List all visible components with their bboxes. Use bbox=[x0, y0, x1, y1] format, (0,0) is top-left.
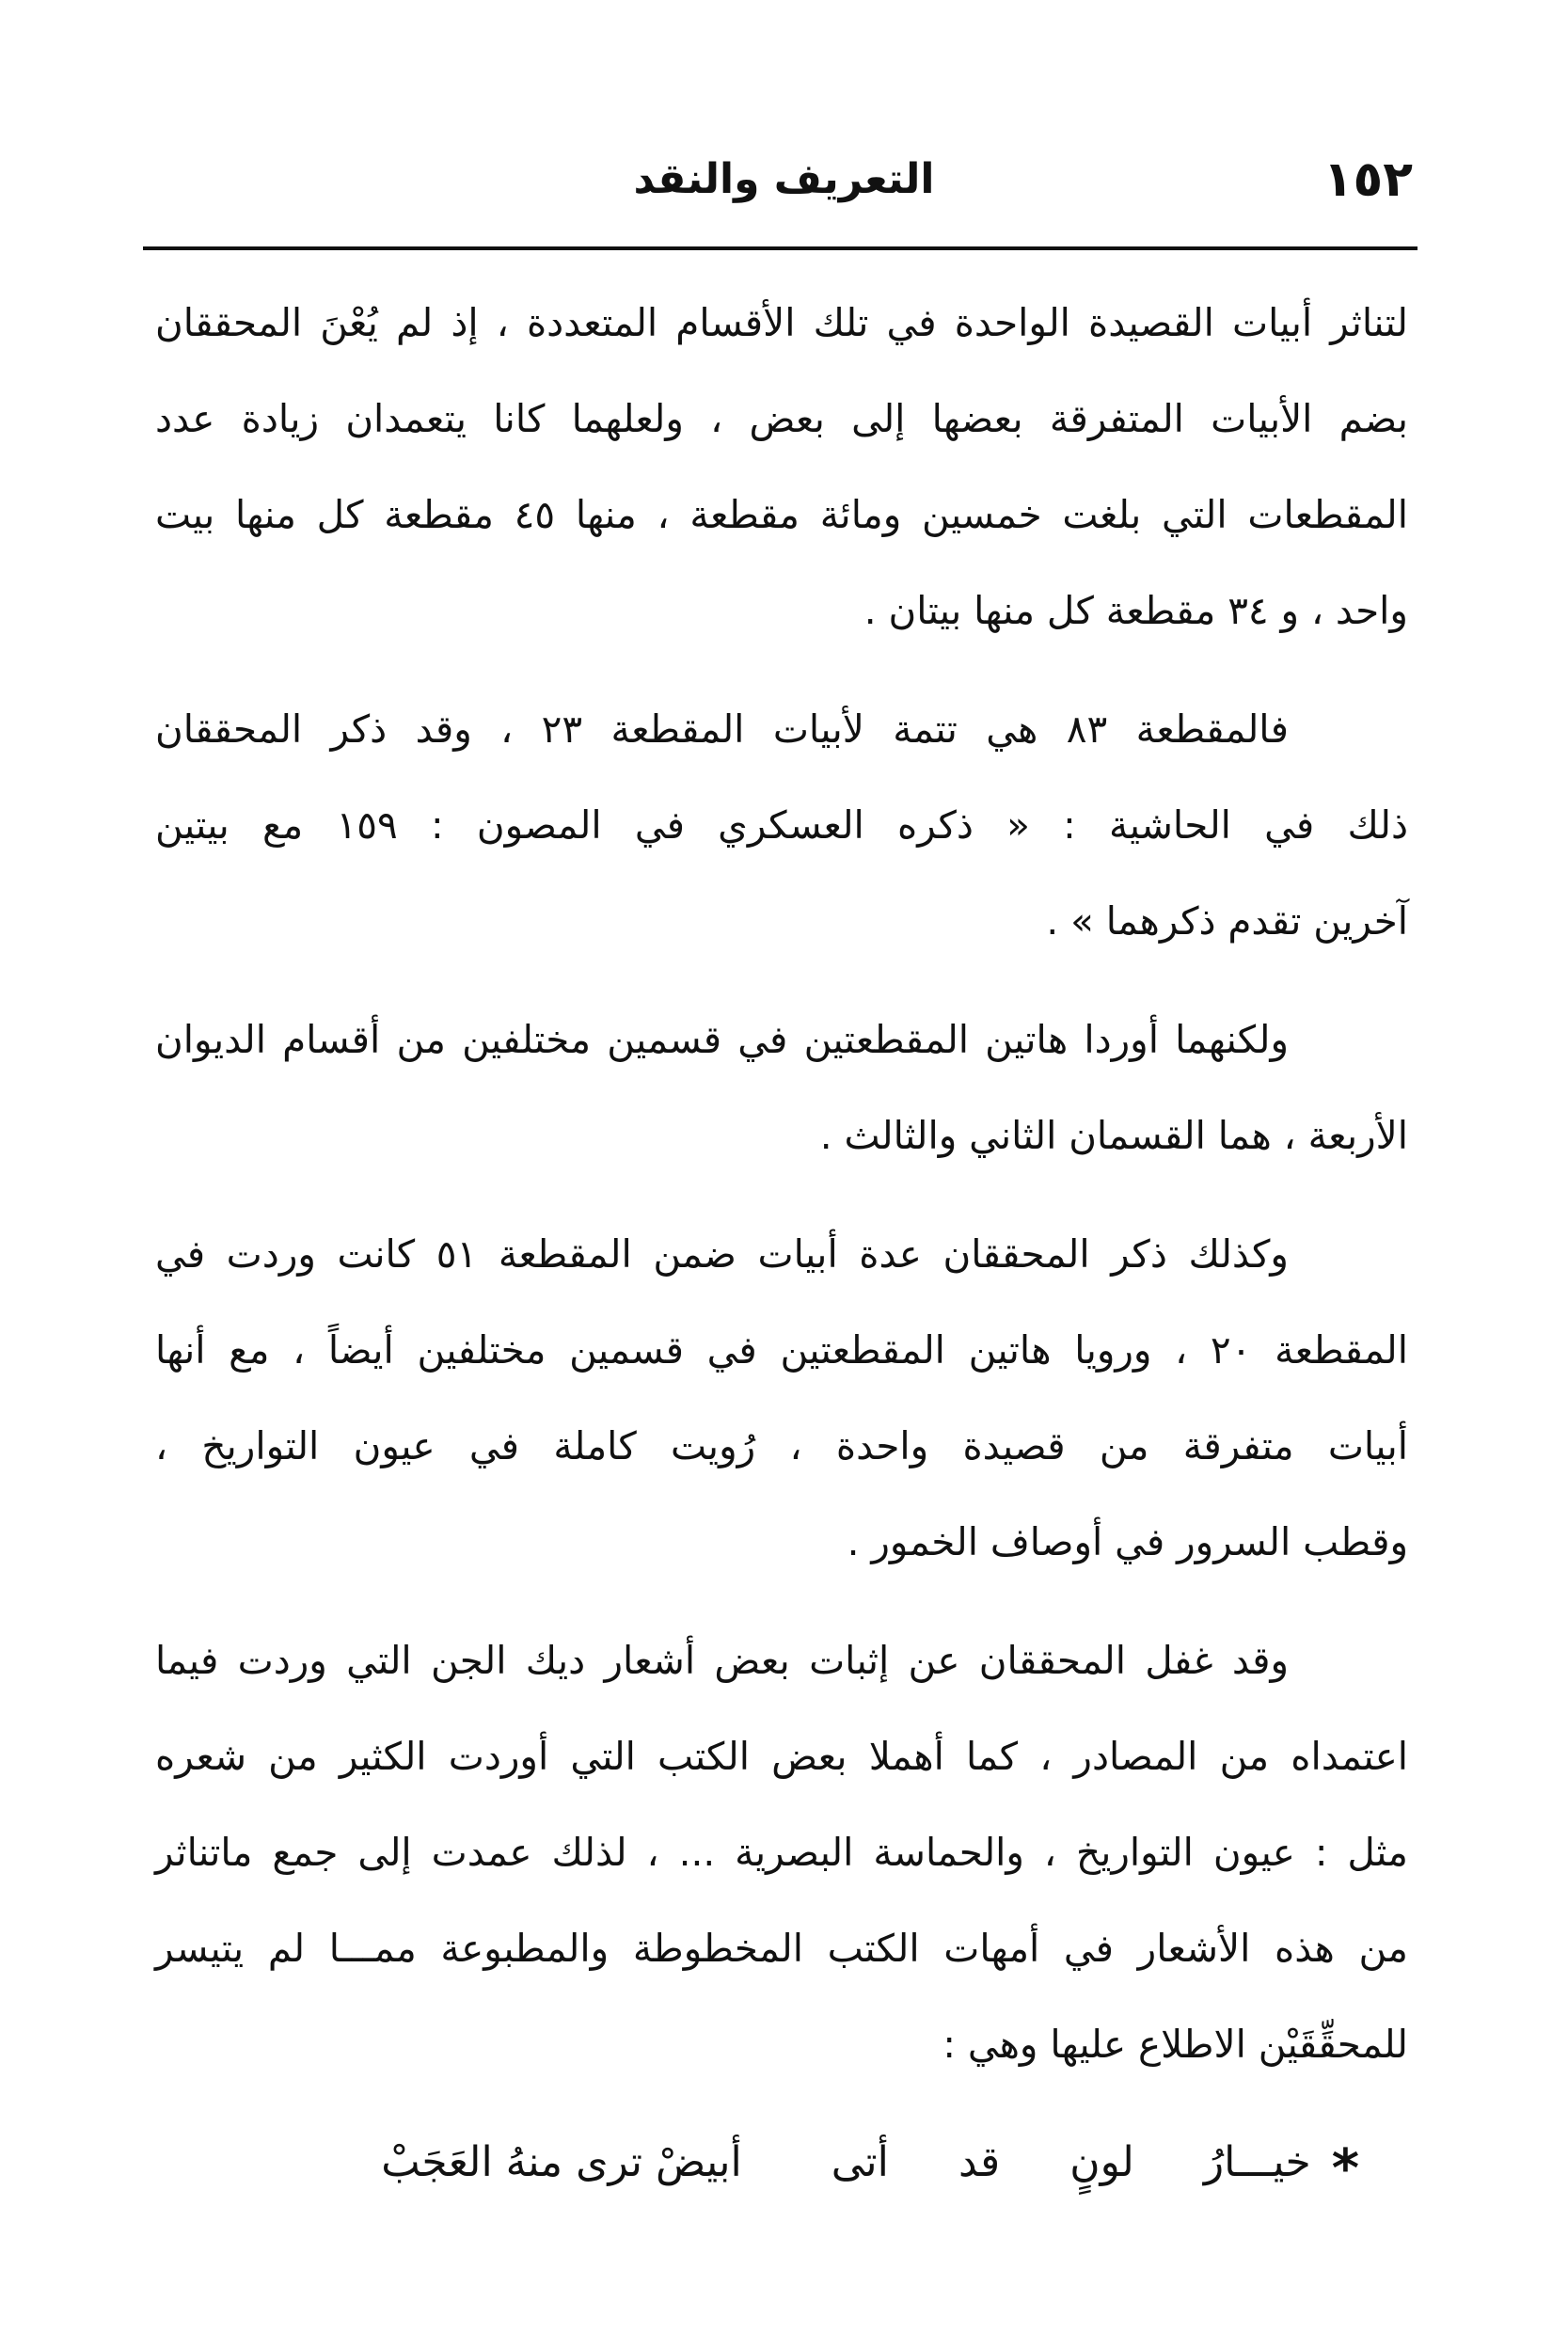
text-line: أبيات متفرقة من قصيدة واحدة ، رُويت كاملة في عيون التواريخ ، bbox=[155, 1423, 1408, 1468]
text-line: وقد غفل المحققان عن إثبات بعض أشعار ديك الجن التي وردت فيما bbox=[155, 1638, 1289, 1683]
text-line: بضم الأبيات المتفرقة بعضها إلى بعض ، ولعلهما كانا يتعمدان زيادة عدد bbox=[155, 396, 1408, 441]
text-line: لتناثر أبيات القصيدة الواحدة في تلك الأقسام المتعددة ، إذ لم يُعْنَ المحققان bbox=[155, 300, 1408, 345]
body-text bbox=[155, 275, 1408, 2115]
paragraph bbox=[155, 992, 1408, 1183]
text-line: واحد ، و ٣٤ مقطعة كل منها بيتان . bbox=[863, 588, 1408, 633]
text-line: وكذلك ذكر المحققان عدة أبيات ضمن المقطعة ٥١ كانت وردت في bbox=[155, 1231, 1289, 1277]
text-line: مثل : عيون التواريخ ، والحماسة البصرية ... ، لذلك عمدت إلى جمع ماتناثر bbox=[155, 1830, 1408, 1875]
text-line: ذلك في الحاشية : « ذكره العسكري في المصون : ١٥٩ مع بيتين bbox=[155, 802, 1408, 848]
text-line: من هذه الأشعار في أمهات الكتب المخطوطة والمطبوعة ممـــا لم يتيسر bbox=[155, 1926, 1408, 1971]
page-number: ١٥٢ bbox=[1323, 151, 1413, 208]
verse-line bbox=[381, 2115, 1359, 2211]
verse-marker: * bbox=[1331, 2138, 1359, 2199]
paragraph bbox=[155, 275, 1408, 659]
text-line: المقطعة ٢٠ ، ورويا هاتين المقطعتين في قسمين مختلفين أيضاً ، مع أنها bbox=[155, 1327, 1408, 1373]
paragraph bbox=[155, 1206, 1408, 1590]
paragraph bbox=[155, 1612, 1408, 2092]
text-line: ولكنهما أوردا هاتين المقطعتين في قسمين مختلفين من أقسام الديوان bbox=[155, 1017, 1289, 1062]
text-line: للمحقِّقَيْن الاطلاع عليها وهي : bbox=[942, 2022, 1408, 2067]
paragraph bbox=[155, 681, 1408, 969]
text-line: فالمقطعة ٨٣ هي تتمة لأبيات المقطعة ٢٣ ، وقد ذكر المحققان bbox=[155, 706, 1289, 752]
text-line: الأربعة ، هما القسمان الثاني والثالث . bbox=[819, 1113, 1408, 1158]
text-line: اعتمداه من المصادر ، كما أهملا بعض الكتب التي أوردت الكثير من شعره bbox=[155, 1734, 1408, 1779]
verse-hemistich-first: خيـــارُ لونٍ قد أتى bbox=[831, 2138, 1311, 2186]
text-line: المقطعات التي بلغت خمسين ومائة مقطعة ، منها ٤٥ مقطعة كل منها بيت bbox=[155, 492, 1408, 537]
header-rule bbox=[143, 246, 1418, 250]
running-title: التعريف والنقد bbox=[633, 155, 935, 203]
page-header bbox=[150, 137, 1418, 222]
text-line: آخرين تقدم ذكرهما » . bbox=[1046, 898, 1408, 944]
text-line: وقطب السرور في أوصاف الخمور . bbox=[847, 1519, 1408, 1564]
verse-hemistich-second: أبيضْ ترى منهُ العَجَبْ bbox=[381, 2138, 742, 2186]
